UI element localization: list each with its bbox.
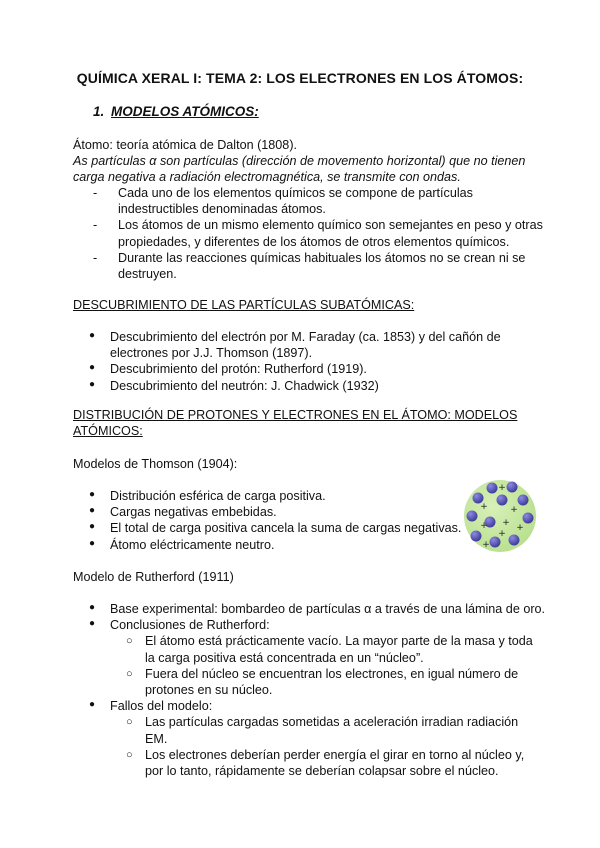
dalton-points bbox=[73, 185, 558, 282]
dash-marker: - bbox=[93, 250, 98, 265]
sub-list-item: ○ Los electrones deberían perder energía el girar en torno al núcleo y, por lo tanto, rápidamente se deberían colapsar sobre el núcleo. bbox=[126, 747, 525, 779]
rutherford-heading: Modelo de Rutherford (1911) bbox=[73, 570, 234, 584]
list-item: ● Átomo eléctricamente neutro. bbox=[89, 537, 275, 552]
electron-icon bbox=[509, 535, 520, 546]
rutherford-list bbox=[73, 601, 585, 779]
circle-bullet-icon: ○ bbox=[126, 716, 133, 729]
list-item: - Durante las reacciones químicas habituales los átomos no se crean ni se destruyen. bbox=[93, 250, 526, 282]
plus-icon: + bbox=[480, 502, 488, 512]
bullet-icon: ● bbox=[89, 602, 96, 613]
list-item: ● Descubrimiento del electrón por M. Faraday (ca. 1853) y del cañón de electrones por J.J. Thomson (1897). bbox=[89, 330, 501, 361]
plus-icon: + bbox=[502, 518, 510, 528]
bullet-icon: ● bbox=[89, 378, 96, 390]
sub-list-item: ○ Fuera del núcleo se encuentran los electrones, en igual número de protones en su núcleo. bbox=[126, 666, 519, 698]
list-item: - Cada uno de los elementos químicos se compone de partículas indestructibles denominadas átomos. bbox=[93, 186, 473, 217]
section-number: 1. bbox=[93, 104, 105, 119]
thomson-atom-illustration bbox=[462, 478, 538, 554]
bullet-icon: ● bbox=[89, 699, 96, 711]
list-item: ● El total de carga positiva cancela la suma de cargas negativas. bbox=[89, 521, 462, 536]
page-title: QUÍMICA XERAL I: TEMA 2: LOS ELECTRONES EN LOS ÁTOMOS: bbox=[76, 70, 524, 86]
plus-icon: + bbox=[480, 521, 488, 531]
bullet-icon: ● bbox=[89, 521, 96, 533]
electron-icon bbox=[518, 495, 529, 506]
bullet-icon: ● bbox=[89, 362, 96, 374]
list-item: ● Cargas negativas embebidas. bbox=[89, 505, 277, 520]
list-item: ● Base experimental: bombardeo de partículas α a través de una lámina de oro. bbox=[89, 602, 546, 616]
dash-marker: - bbox=[93, 186, 98, 200]
dash-marker: - bbox=[93, 218, 98, 233]
electron-icon bbox=[487, 483, 498, 494]
electron-icon bbox=[471, 531, 482, 542]
list-item: ● Descubrimiento del protón: Rutherford (1919). bbox=[89, 362, 367, 377]
circle-bullet-icon: ○ bbox=[126, 635, 133, 648]
list-item: ● Fallos del modelo: bbox=[89, 699, 213, 714]
dalton-heading: Átomo: teoría atómica de Dalton (1808). bbox=[73, 138, 298, 152]
electron-icon bbox=[467, 511, 478, 522]
subatomic-list bbox=[73, 329, 570, 394]
distribution-heading-line1: DISTRIBUCIÓN DE PROTONES Y ELECTRONES EN EL ÁTOMO: MODELOS bbox=[73, 408, 518, 422]
electron-icon bbox=[497, 495, 508, 506]
sub-list-item: ○ El átomo está prácticamente vacío. La mayor parte de la masa y toda la carga positiva está concentrada en un “núcleo”. bbox=[126, 634, 533, 665]
plus-icon: + bbox=[498, 483, 506, 493]
section-title: MODELOS ATÓMICOS: bbox=[111, 104, 259, 119]
alpha-note-line1: As partículas α son partículas (dirección de movemento horizontal) que no tienen bbox=[73, 154, 526, 168]
list-item: ● Descubrimiento del neutrón: J. Chadwick (1932) bbox=[89, 378, 379, 393]
plus-icon: + bbox=[482, 540, 490, 550]
circle-bullet-icon: ○ bbox=[126, 748, 133, 761]
bullet-icon: ● bbox=[89, 505, 96, 517]
circle-bullet-icon: ○ bbox=[126, 667, 133, 680]
subatomic-heading: DESCUBRIMIENTO DE LAS PARTÍCULAS SUBATÓMICAS: bbox=[73, 298, 415, 312]
list-item: - Los átomos de un mismo elemento químico son semejantes en peso y otras propiedades, y diferentes de los átomos de otros elementos químicos. bbox=[93, 218, 543, 249]
bullet-icon: ● bbox=[89, 489, 96, 500]
alpha-note-line2: carga negativa a radiación electromagnética, se transmite con ondas. bbox=[73, 170, 461, 184]
electron-icon bbox=[523, 513, 534, 524]
plus-icon: + bbox=[498, 529, 506, 539]
bullet-icon: ● bbox=[89, 618, 96, 630]
thomson-heading: Modelos de Thomson (1904): bbox=[73, 457, 238, 471]
bullet-icon: ● bbox=[89, 537, 96, 549]
plus-icon: + bbox=[510, 505, 518, 515]
electron-icon bbox=[507, 482, 518, 493]
sub-list-item: ○ Las partículas cargadas sometidas a aceleración irradian radiación EM. bbox=[126, 715, 519, 746]
list-item: ● Distribución esférica de carga positiva. bbox=[89, 489, 326, 503]
section-heading-modelos bbox=[93, 104, 259, 119]
list-item: ● Conclusiones de Rutherford: bbox=[89, 618, 270, 633]
plus-icon: + bbox=[516, 523, 524, 533]
bullet-icon: ● bbox=[89, 330, 96, 341]
distribution-heading-line2: ATÓMICOS: bbox=[73, 424, 143, 438]
